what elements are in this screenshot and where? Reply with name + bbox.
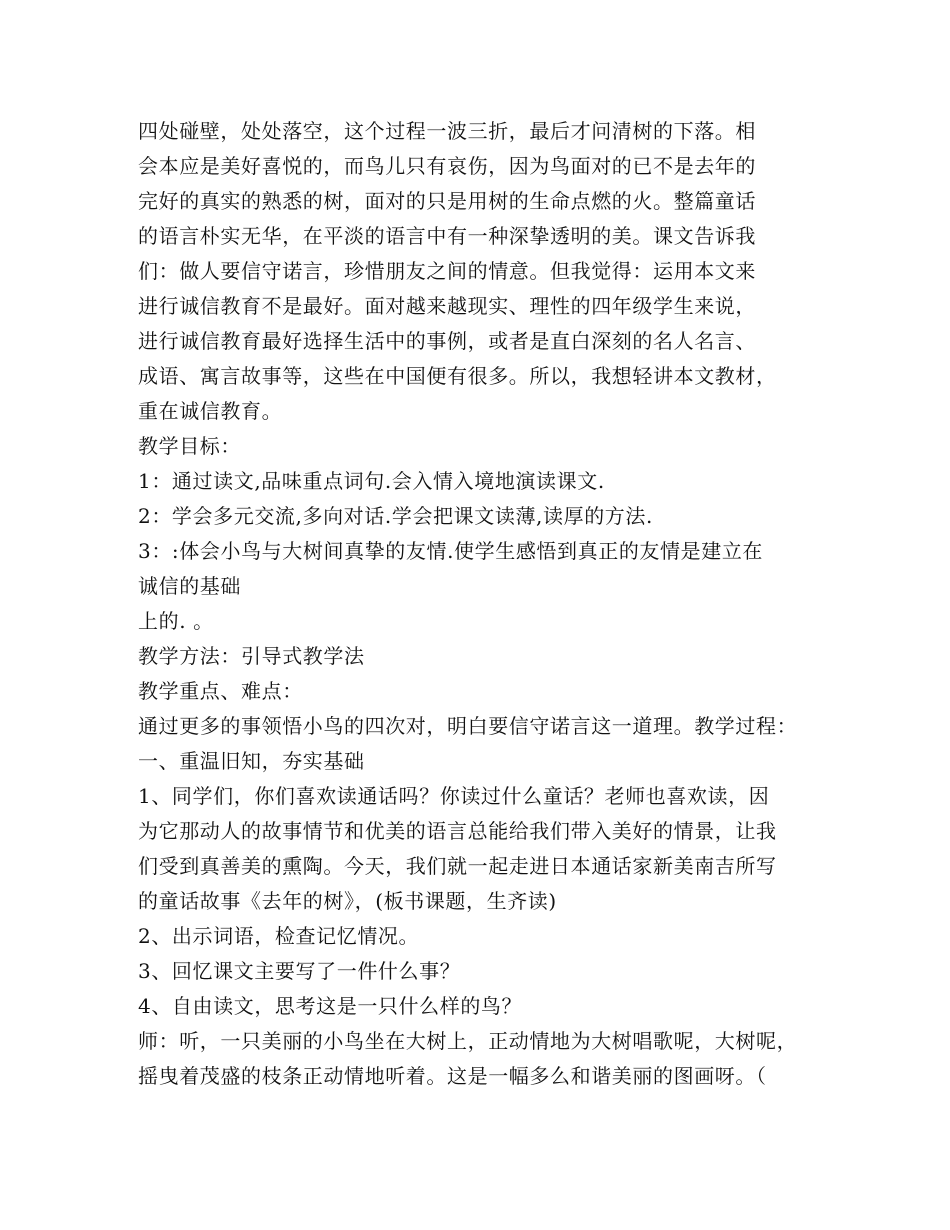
text-line: 师：听，一只美丽的小鸟坐在大树上，正动情地为大树唱歌呢，大树呢，: [138, 1029, 798, 1053]
text-line: 上的. 。: [138, 609, 214, 633]
text-line: 的语言朴实无华，在平淡的语言中有一种深挚透明的美。课文告诉我: [138, 224, 756, 248]
text-line: 的童话故事《去年的树》，(板书课题，生齐读): [138, 889, 557, 913]
text-line: 为它那动人的故事情节和优美的语言总能给我们带入美好的情景，让我: [138, 819, 777, 843]
text-line: 进行诚信教育不是最好。面对越来越现实、理性的四年级学生来说，: [138, 294, 756, 318]
text-line: 4、自由读文，思考这是一只什么样的鸟？: [138, 994, 523, 1018]
text-line: 诚信的基础: [138, 574, 241, 598]
text-line: 1：通过读文,品味重点词句.会入情入境地演读课文.: [138, 469, 605, 493]
text-line: 成语、寓言故事等，这些在中国便有很多。所以，我想轻讲本文教材，: [138, 364, 777, 388]
section-heading: 教学目标：: [138, 434, 241, 458]
text-line: 会本应是美好喜悦的，而鸟儿只有哀伤，因为鸟面对的已不是去年的: [138, 154, 756, 178]
document-body: [138, 114, 838, 1094]
text-line: 2：学会多元交流,多向对话.学会把课文读薄,读厚的方法.: [138, 504, 653, 528]
text-line: 们：做人要信守诺言，珍惜朋友之间的情意。但我觉得：运用本文来: [138, 259, 756, 283]
text-line: 3、回忆课文主要写了一件什么事？: [138, 959, 461, 983]
text-line: 通过更多的事领悟小鸟的四次对，明白要信守诺言这一道理。教学过程：: [138, 714, 798, 738]
section-heading: 一、重温旧知，夯实基础: [138, 749, 365, 773]
text-line: 完好的真实的熟悉的树，面对的只是用树的生命点燃的火。整篇童话: [138, 189, 756, 213]
text-line: 重在诚信教育。: [138, 399, 283, 423]
section-heading: 教学重点、难点：: [138, 679, 303, 703]
text-line: 2、出示词语，检查记忆情况。: [138, 924, 420, 948]
text-line: 3：:体会小鸟与大树间真挚的友情.使学生感悟到真正的友情是建立在: [138, 539, 764, 563]
text-line: 进行诚信教育最好选择生活中的事例，或者是直白深刻的名人名言、: [138, 329, 756, 353]
text-line: 1、同学们，你们喜欢读通话吗？你读过什么童话？老师也喜欢读，因: [138, 784, 770, 808]
text-line: 四处碰壁，处处落空，这个过程一波三折，最后才问清树的下落。相: [138, 119, 756, 143]
text-line: 摇曳着茂盛的枝条正动情地听着。这是一幅多么和谐美丽的图画呀。（: [138, 1064, 767, 1088]
text-line: 们受到真善美的熏陶。今天，我们就一起走进日本通话家新美南吉所写: [138, 854, 777, 878]
section-heading: 教学方法：引导式教学法: [138, 644, 365, 668]
